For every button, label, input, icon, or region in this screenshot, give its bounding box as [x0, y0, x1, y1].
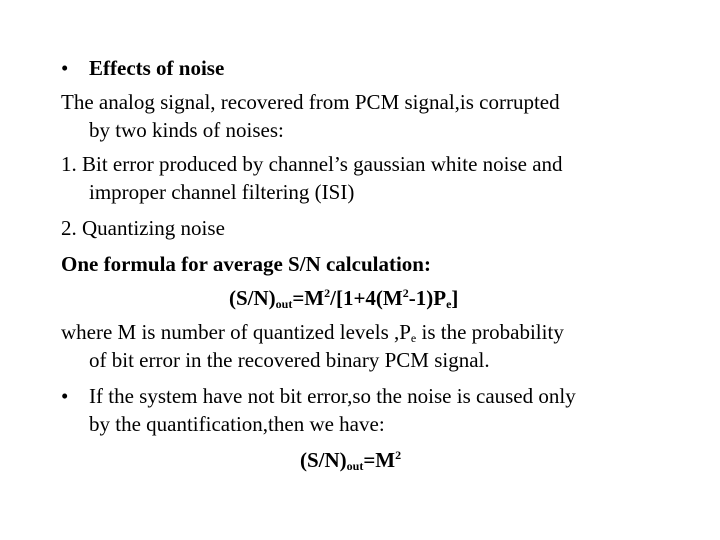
- bullet-marker-2: •: [61, 384, 69, 408]
- formula-1-exp-2: 2: [402, 286, 409, 300]
- formula-1-mid: /[1+4(M: [330, 286, 403, 310]
- formula-1-pe-sub: e: [446, 297, 452, 311]
- formula-1-lhs-sub: out: [275, 297, 293, 311]
- formula-2-eq: =M: [363, 448, 396, 472]
- formula-1-eq: =M: [292, 286, 325, 310]
- intro-line-1: The analog signal, recovered from PCM signal,is corrupted: [61, 90, 560, 114]
- formula-1-tail: -1)P: [408, 286, 447, 310]
- item-2: 2. Quantizing noise: [61, 216, 225, 240]
- heading: Effects of noise: [89, 56, 225, 80]
- intro-line-2: by two kinds of noises:: [89, 118, 284, 142]
- formula-1-lhs: (S/N): [229, 286, 276, 310]
- formula-1-exp-1: 2: [324, 286, 331, 300]
- item-1-line-2: improper channel filtering (ISI): [89, 180, 355, 204]
- item-1-line-1: 1. Bit error produced by channel’s gaussian white noise and: [61, 152, 563, 176]
- where-line-1-a: where M is number of quantized levels ,P: [61, 320, 411, 344]
- where-line-1-b: is the probability: [416, 320, 564, 344]
- formula-average-sn: [229, 285, 458, 311]
- formula-no-bit-error: [300, 447, 401, 473]
- where-pe-sub: e: [410, 331, 417, 345]
- formula-1-close: ]: [451, 286, 459, 310]
- bullet-marker: •: [61, 56, 69, 80]
- where-line-1: [61, 319, 564, 345]
- formula-intro: One formula for average S/N calculation:: [61, 252, 431, 276]
- formula-2-lhs-sub: out: [346, 459, 364, 473]
- bullet-2-line-1: If the system have not bit error,so the noise is caused only: [89, 384, 576, 408]
- formula-2-lhs: (S/N): [300, 448, 347, 472]
- bullet-2-line-2: by the quantification,then we have:: [89, 412, 385, 436]
- formula-2-exp: 2: [395, 448, 402, 462]
- where-line-2: of bit error in the recovered binary PCM signal.: [89, 348, 490, 372]
